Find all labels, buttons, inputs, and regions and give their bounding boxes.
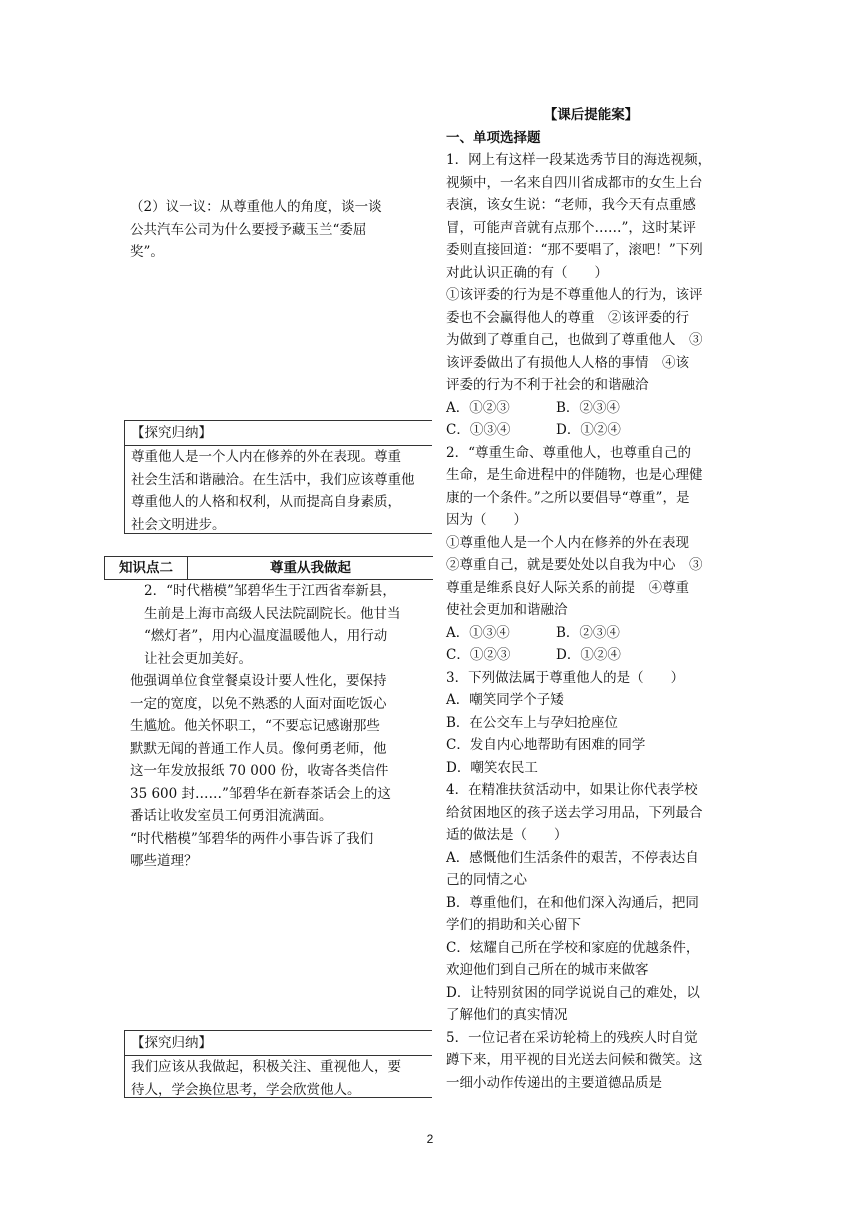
summary-body bbox=[125, 1056, 432, 1101]
text-line: 尊重他人的人格和权利，从而提高自身素质， bbox=[131, 494, 401, 510]
text-line: 表演，该女生说：“老师，我今天有点重感 bbox=[446, 197, 696, 213]
summary-box-1 bbox=[124, 420, 432, 534]
text-line: 因为（ ） bbox=[446, 512, 527, 528]
option-b: B．在公交车上与孕妇抢座位 bbox=[446, 714, 618, 731]
section-title: 【课后提能案】 bbox=[543, 107, 639, 123]
options-row bbox=[446, 644, 736, 667]
knowledge-point-title: 尊重从我做起 bbox=[270, 560, 351, 576]
text-line: 为做到了尊重自己，也做到了尊重他人 ③ bbox=[446, 332, 703, 348]
text-line: 2．“尊重生命、尊重他人，也尊重自己的 bbox=[446, 444, 691, 461]
page-number: 2 bbox=[426, 1132, 434, 1146]
text-line: 让社会更加美好。 bbox=[144, 650, 252, 667]
text-line: “时代楷模”邹碧华的两件小事告诉了我们 bbox=[130, 830, 374, 847]
text-line: 哪些道理？ bbox=[130, 853, 198, 869]
text-line: 奖”。 bbox=[130, 244, 164, 260]
text-line: 康的一个条件。”之所以要倡导“尊重”，是 bbox=[446, 489, 690, 506]
option-a: A．①③④ bbox=[446, 624, 510, 641]
text-line: 欢迎他们到自己所在的城市来做客 bbox=[446, 962, 649, 978]
text-line: 他强调单位食堂餐桌设计要人性化，要保持 bbox=[130, 673, 387, 689]
summary-header: 【探究归纳】 bbox=[125, 1031, 432, 1056]
option-c: C．①③④ bbox=[446, 422, 511, 438]
knowledge-point-label: 知识点二 bbox=[105, 557, 188, 579]
text-line: 学们的捐助和关心留下 bbox=[446, 917, 581, 933]
option-a: A．①②③ bbox=[446, 399, 510, 416]
option-a: A．嘲笑同学个子矮 bbox=[446, 692, 564, 708]
text-line: 尊重是维系良好人际关系的前提 ④尊重 bbox=[446, 579, 689, 596]
summary-header: 【探究归纳】 bbox=[125, 421, 432, 446]
text-line: ①尊重他人是一个人内在修养的外在表现 bbox=[446, 534, 689, 551]
text-line: 35 600 封……”邹碧华在新春茶话会上的这 bbox=[130, 785, 391, 802]
option-d: D．让特别贫困的同学说说自己的难处，以 bbox=[446, 984, 700, 1001]
question-2 bbox=[446, 442, 736, 667]
summary-body bbox=[125, 446, 432, 536]
option-c: C．炫耀自己所在学校和家庭的优越条件， bbox=[446, 939, 700, 956]
summary-box-2 bbox=[124, 1030, 432, 1098]
text-line: 冒，可能声音就有点那个……”，这时某评 bbox=[446, 219, 696, 236]
option-b: B．②③④ bbox=[556, 624, 620, 641]
options-row bbox=[446, 397, 736, 420]
text-line: 给贫困地区的孩子送去学习用品，下列最合 bbox=[446, 804, 703, 821]
text-line: 蹲下来，用平视的目光送去问候和微笑。这 bbox=[446, 1052, 703, 1068]
case-question bbox=[130, 580, 432, 873]
text-line: 委则直接回道：“那不要唱了，滚吧！”下列 bbox=[446, 242, 703, 258]
text-line: 尊重他人是一个人内在修养的外在表现。尊重 bbox=[131, 449, 401, 465]
text-line: 生前是上海市高级人民法院副院长。他甘当 bbox=[144, 605, 401, 622]
section-heading: 一、单项选择题 bbox=[446, 129, 541, 146]
text-line: 社会生活和谐融洽。在生活中，我们应该尊重他 bbox=[131, 471, 415, 488]
option-c: C．①②③ bbox=[446, 647, 511, 663]
text-line: 了解他们的真实情况 bbox=[446, 1007, 568, 1023]
text-line: 己的同情之心 bbox=[446, 872, 527, 888]
text-line: ①该评委的行为是不尊重他人的行为，该评 bbox=[446, 287, 703, 303]
text-line: 这一年发放报纸 70 000 份，收寄各类信件 bbox=[130, 763, 389, 779]
text-line: （2）议一议：从尊重他人的角度，谈一谈 bbox=[130, 199, 382, 215]
text-line: ②尊重自己，就是要处处以自我为中心 ③ bbox=[446, 557, 703, 573]
text-line: 一细小动作传递出的主要道德品质是 bbox=[446, 1074, 662, 1091]
knowledge-point-table bbox=[104, 556, 433, 580]
text-line: 使社会更加和谐融洽 bbox=[446, 602, 568, 618]
option-a: A．感慨他们生活条件的艰苦，不停表达自 bbox=[446, 849, 699, 866]
text-line: 番话让收发室员工何勇泪流满面。 bbox=[130, 808, 333, 824]
option-d: D．①②④ bbox=[556, 422, 621, 438]
text-line: 适的做法是（ ） bbox=[446, 827, 568, 843]
text-line: 生尴尬。他关怀职工，“不要忘记感谢那些 bbox=[130, 718, 380, 734]
after-class-section bbox=[446, 104, 736, 1094]
text-line: 视频中，一名来自四川省成都市的女生上台 bbox=[446, 174, 703, 191]
text-line: 1．网上有这样一段某选秀节目的海选视频， bbox=[446, 152, 712, 168]
options-row bbox=[446, 419, 736, 442]
option-c: C．发自内心地帮助有困难的同学 bbox=[446, 737, 646, 753]
text-line: 社会文明进步。 bbox=[131, 516, 226, 533]
question-5 bbox=[446, 1027, 736, 1095]
option-b: B．尊重他们，在和他们深入沟通后，把同 bbox=[446, 894, 699, 911]
option-d: D．①②④ bbox=[556, 647, 621, 663]
options-row bbox=[446, 622, 736, 645]
text-line: 对此认识正确的有（ ） bbox=[446, 264, 608, 281]
question-4 bbox=[446, 779, 736, 1027]
text-line: 3．下列做法属于尊重他人的是（ ） bbox=[446, 669, 685, 686]
option-d: D．嘲笑农民工 bbox=[446, 759, 538, 776]
text-line: 该评委做出了有损他人人格的事情 ④该 bbox=[446, 354, 689, 371]
text-line: 公共汽车公司为什么要授予藏玉兰“委屈 bbox=[130, 221, 367, 238]
discussion-question bbox=[130, 196, 432, 264]
text-line: 2．“时代楷模”邹碧华生于江西省奉新县， bbox=[144, 583, 396, 599]
text-line: 待人，学会换位思考，学会欣赏他人。 bbox=[131, 1081, 361, 1098]
question-3 bbox=[446, 667, 736, 780]
text-line: 委也不会赢得他人的尊重 ②该评委的行 bbox=[446, 309, 689, 326]
text-line: 5．一位记者在采访轮椅上的残疾人时自觉 bbox=[446, 1029, 698, 1046]
option-b: B．②③④ bbox=[556, 399, 620, 416]
text-line: 默默无闻的普通工作人员。像何勇老师，他 bbox=[130, 740, 387, 757]
text-line: 我们应该从我做起，积极关注、重视他人，要 bbox=[131, 1059, 401, 1075]
text-line: 生命，是生命进程中的伴随物，也是心理健 bbox=[446, 467, 703, 483]
text-line: “燃灯者”，用内心温度温暖他人，用行动 bbox=[144, 628, 388, 644]
text-line: 一定的宽度，以免不熟悉的人面对面吃饭心 bbox=[130, 695, 387, 712]
question-1 bbox=[446, 149, 736, 442]
text-line: 4．在精准扶贫活动中，如果让你代表学校 bbox=[446, 782, 698, 798]
text-line: 评委的行为不利于社会的和谐融洽 bbox=[446, 377, 649, 393]
